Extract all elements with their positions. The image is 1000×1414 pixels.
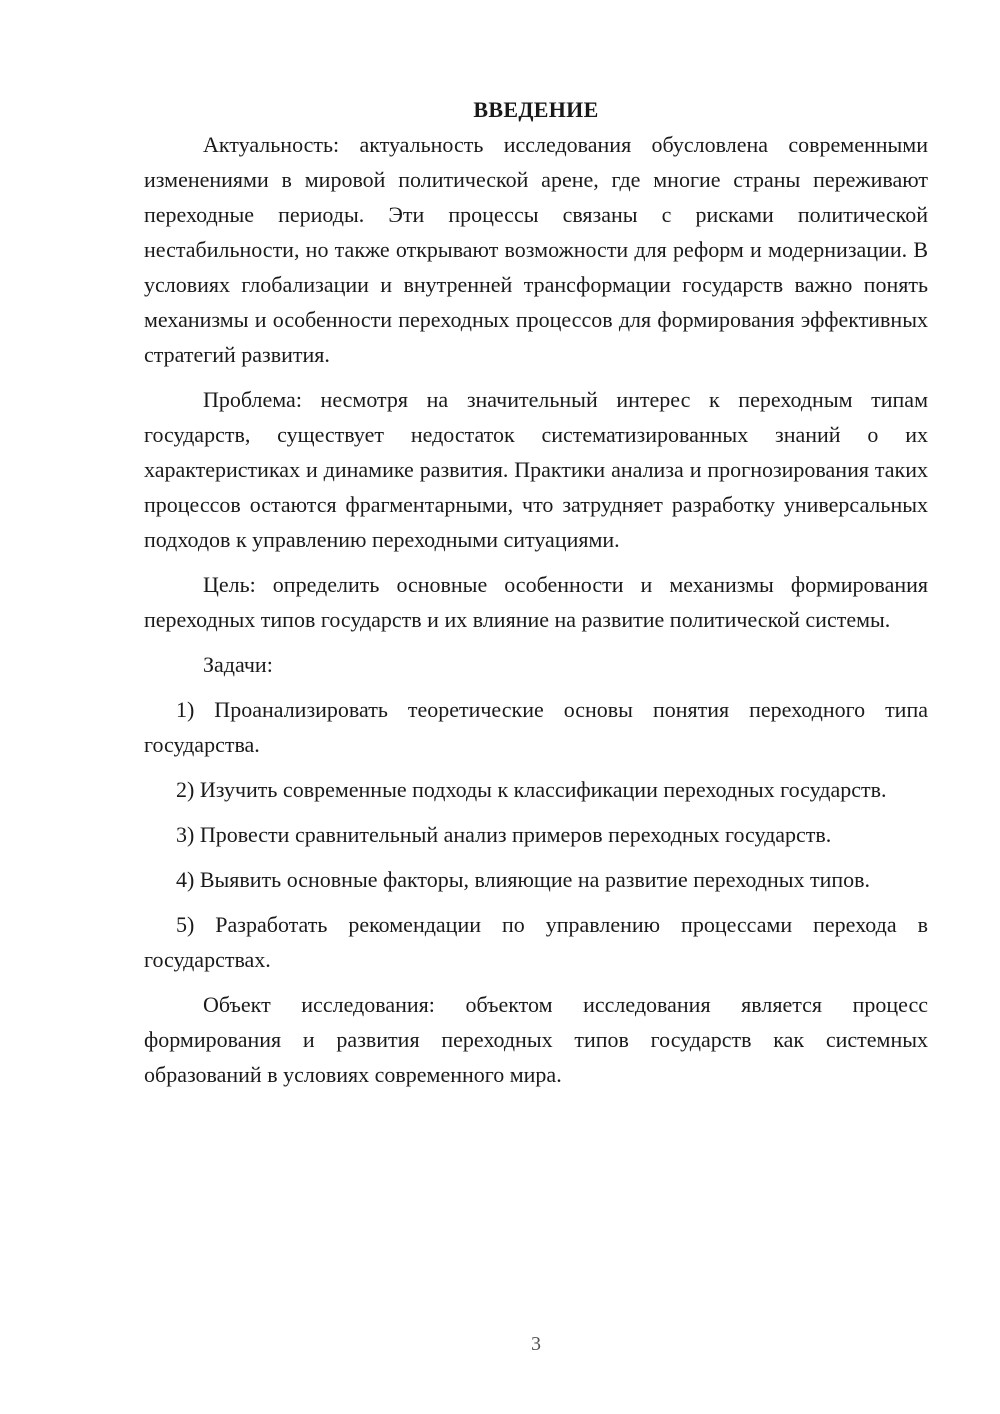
document-page <box>144 92 928 1102</box>
paragraph-problem: Проблема: несмотря на значительный интерес к переходным типам государств, существует недостаток систематизированных знаний о их характеристиках и динамике развития. Практики анализа и прогнозирования таких процессов остаются фрагментарными, что затрудняет разработку универсальных подходов к управлению переходными ситуациями. <box>144 387 928 552</box>
paragraph-object: Объект исследования: объектом исследования является процесс формирования и развития переходных типов государств как системных образований в условиях современного мира. <box>144 992 928 1087</box>
page-title: ВВЕДЕНИЕ <box>473 97 599 122</box>
paragraph-relevance: Актуальность: актуальность исследования обусловлена современными изменениями в мировой политической арене, где многие страны переживают переходные периоды. Эти процессы связаны с рисками политической нестабильности, но также открывают возможности для реформ и модернизации. В условиях глобализации и внутренней трансформации государств важно понять механизмы и особенности переходных процессов для формирования эффективных стратегий развития. <box>144 132 928 367</box>
task-item-5: 5) Разработать рекомендации по управлению процессами перехода в государствах. <box>144 912 928 972</box>
task-item-3: 3) Провести сравнительный анализ примеров переходных государств. <box>176 822 832 847</box>
task-item-2: 2) Изучить современные подходы к классификации переходных государств. <box>176 777 887 802</box>
paragraph-tasks-heading: Задачи: <box>203 652 273 677</box>
page-number: 3 <box>531 1333 541 1355</box>
paragraph-goal: Цель: определить основные особенности и механизмы формирования переходных типов государств и их влияние на развитие политической системы. <box>144 572 928 632</box>
task-item-4: 4) Выявить основные факторы, влияющие на развитие переходных типов. <box>176 867 871 892</box>
task-item-1: 1) Проанализировать теоретические основы понятия переходного типа государства. <box>144 697 928 757</box>
